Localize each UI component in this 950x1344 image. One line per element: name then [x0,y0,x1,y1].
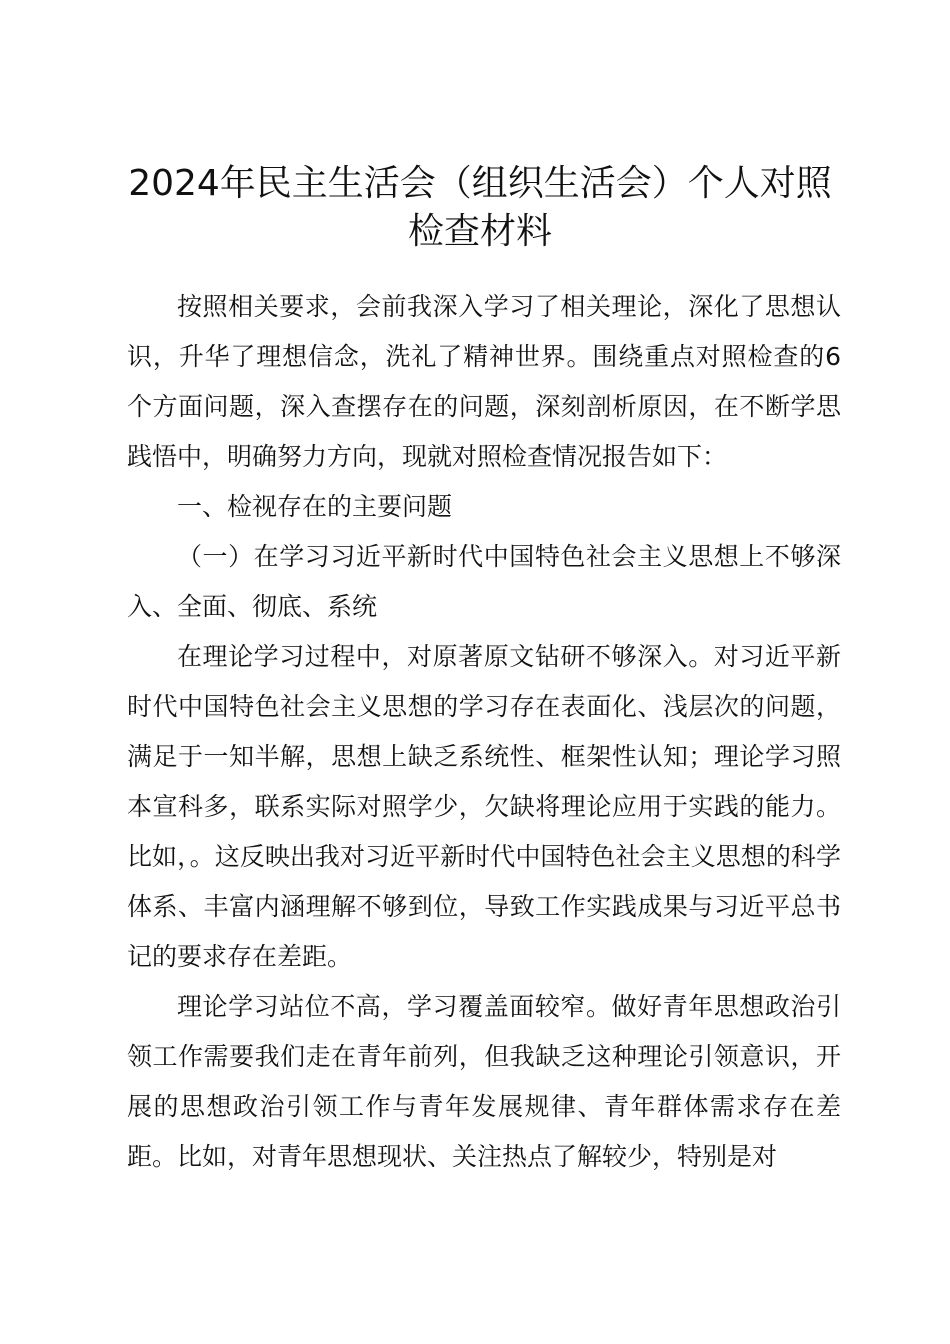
document-title [110,160,850,256]
body-paragraph: 在理论学习过程中，对原著原文钻研不够深入。对习近平新时代中国特色社会主义思想的学习存在表面化、浅层次的问题，满足于一知半解，思想上缺乏系统性、框架性认知；理论学习照本宣科多，联系实际对照学少，欠缺将理论应用于实践的能力。比如，。这反映出我对习近平新时代中国特色社会主义思想的科学体系、丰富内涵理解不够到位，导致工作实践成果与习近平总书记的要求存在差距。 [127,642,841,971]
subsection-heading: （一）在学习习近平新时代中国特色社会主义思想上不够深入、全面、彻底、系统 [127,542,841,621]
title-line-1: 2024年民主生活会（组织生活会）个人对照 [128,163,832,204]
body-paragraph: 理论学习站位不高，学习覆盖面较窄。做好青年思想政治引领工作需要我们走在青年前列，但我缺乏这种理论引领意识，开展的思想政治引领工作与青年发展规律、青年群体需求存在差距。比如，对青年思想现状、关注热点了解较少，特别是对 [127,992,841,1171]
document-body [127,282,841,1182]
title-line-2: 检查材料 [407,211,552,252]
intro-paragraph: 按照相关要求，会前我深入学习了相关理论，深化了思想认识，升华了理想信念，洗礼了精神世界。围绕重点对照检查的6个方面问题，深入查摆存在的问题，深刻剖析原因，在不断学思践悟中，明确努力方向，现就对照检查情况报告如下： [127,292,841,471]
section-heading: 一、检视存在的主要问题 [177,492,453,521]
